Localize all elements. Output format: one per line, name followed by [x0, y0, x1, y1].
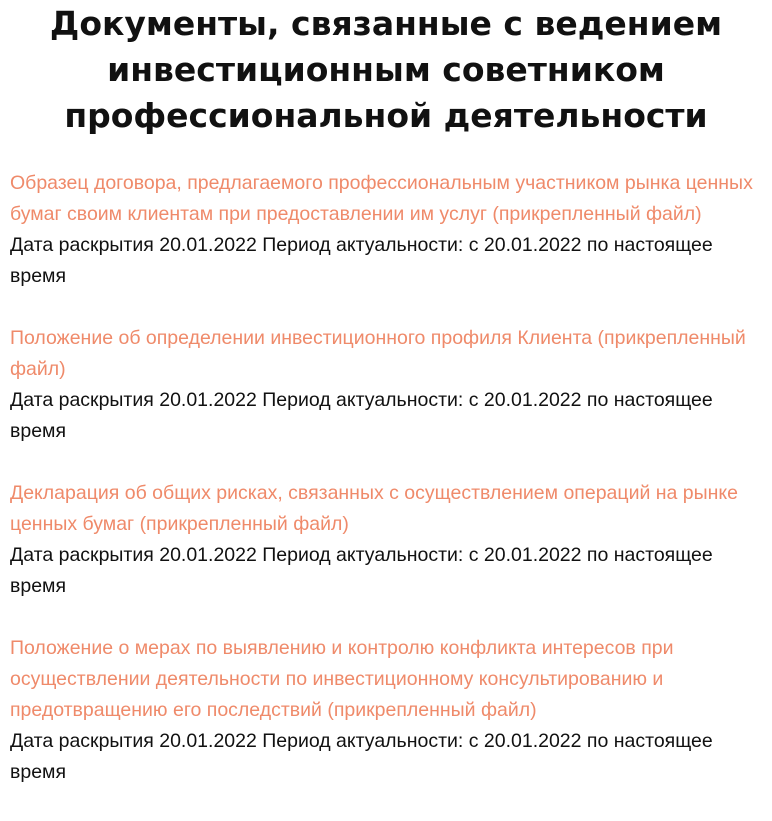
document-link-risk-declaration[interactable]: Декларация об общих рисках, связанных с осуществлением операций на рынке ценных бумаг (прикрепленный файл): [10, 482, 739, 535]
page-title-line-2: инвестиционным советником: [107, 50, 665, 89]
list-item: [10, 633, 768, 788]
page-title-line-3: профессиональной деятельности: [64, 96, 708, 135]
page-title: [0, 1, 772, 139]
document-meta: Дата раскрытия 20.01.2022 Период актуальности: с 20.01.2022 по настоящее время: [10, 730, 713, 783]
document-meta: Дата раскрытия 20.01.2022 Период актуальности: с 20.01.2022 по настоящее время: [10, 234, 713, 287]
document-list: [10, 168, 768, 819]
document-link-conflict-of-interest[interactable]: Положение о мерах по выявлению и контролю конфликта интересов при осуществлении деятельности по инвестиционному консультированию и предотвращению его последствий (прикрепленный файл): [10, 637, 674, 721]
list-item: [10, 323, 768, 447]
list-item: [10, 168, 768, 292]
document-link-contract-sample[interactable]: Образец договора, предлагаемого профессиональным участником рынка ценных бумаг своим клиентам при предоставлении им услуг (прикрепленный файл): [10, 172, 753, 225]
list-item: [10, 478, 768, 602]
document-meta: Дата раскрытия 20.01.2022 Период актуальности: с 20.01.2022 по настоящее время: [10, 544, 713, 597]
document-link-investment-profile[interactable]: Положение об определении инвестиционного профиля Клиента (прикрепленный файл): [10, 327, 746, 380]
page-title-line-1: Документы, связанные с ведением: [49, 4, 723, 43]
document-meta: Дата раскрытия 20.01.2022 Период актуальности: с 20.01.2022 по настоящее время: [10, 389, 713, 442]
